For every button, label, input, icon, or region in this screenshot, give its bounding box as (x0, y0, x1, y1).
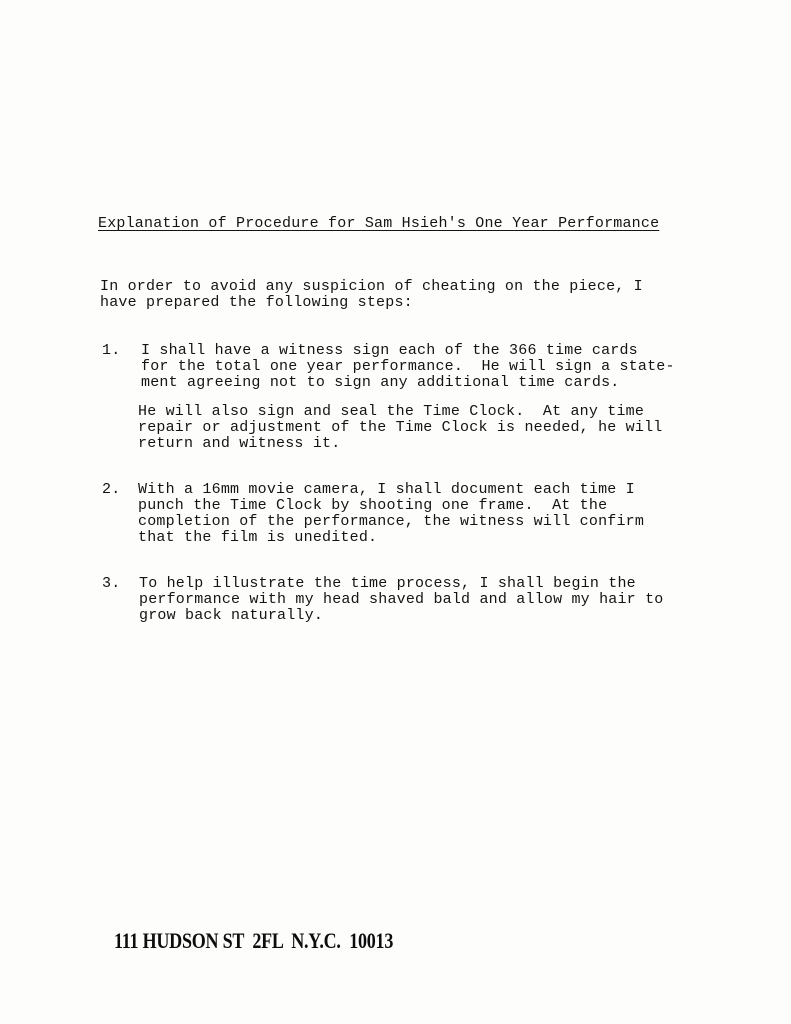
intro-paragraph: In order to avoid any suspicion of cheating on the piece, I have prepared the following steps: (100, 278, 643, 311)
item-3-number: 3. (102, 575, 121, 592)
item-1-number: 1. (102, 342, 121, 359)
item-2-number: 2. (102, 481, 121, 498)
item-2-text: With a 16mm movie camera, I shall document each time I punch the Time Clock by shooting one frame. At the completion of the performance, the witness will confirm that the film is unedited. (138, 481, 645, 546)
item-3-text: To help illustrate the time process, I shall begin the performance with my head shaved bald and allow my hair to grow back naturally. (139, 575, 664, 624)
item-1-text: I shall have a witness sign each of the 366 time cards for the total one year performance. He will sign a state- ment agreeing not to sign any additional time cards. (141, 342, 675, 391)
address-stamp: 111 HUDSON ST 2FL N.Y.C. 10013 (114, 928, 394, 953)
document-title: Explanation of Procedure for Sam Hsieh's One Year Performance (98, 215, 660, 232)
item-1-note: He will also sign and seal the Time Clock. At any time repair or adjustment of the Time Clock is needed, he will return and witness it. (138, 403, 663, 452)
